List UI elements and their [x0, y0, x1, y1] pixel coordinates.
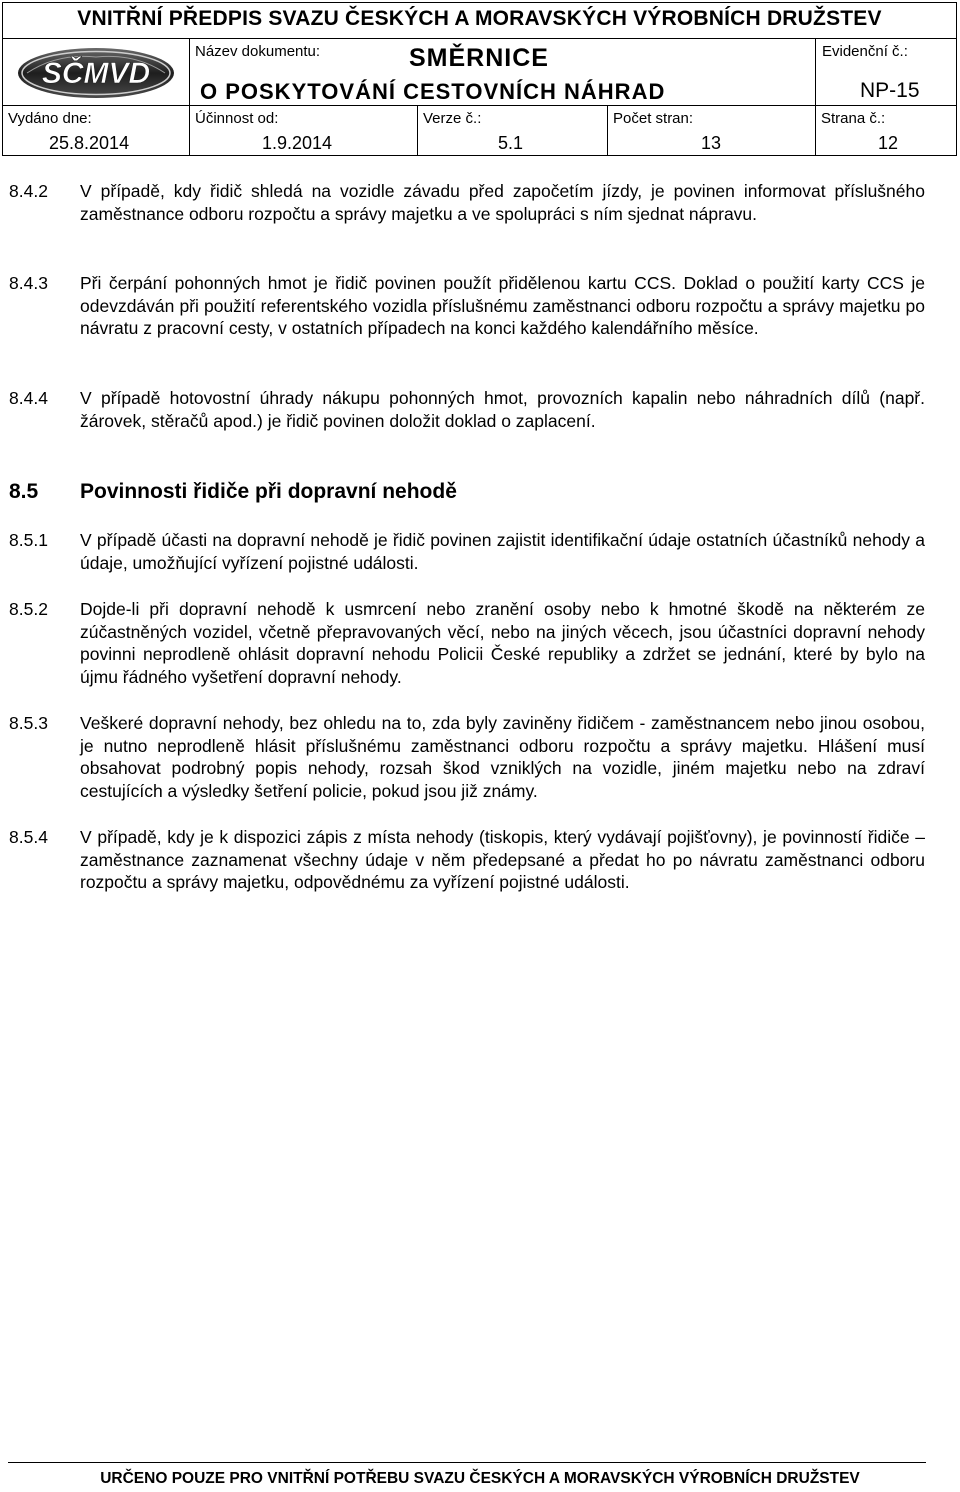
effective-value: 1.9.2014 — [262, 133, 333, 153]
paragraph-number: 8.4.2 — [9, 181, 48, 201]
paragraph-8-5-3 — [9, 712, 925, 802]
scmvd-logo — [17, 47, 175, 99]
page-number-value: 12 — [878, 133, 899, 153]
paragraph-8-5-1 — [9, 529, 925, 574]
evidence-cell — [816, 39, 958, 105]
paragraph-text: Při čerpání pohonných hmot je řidič povinen použít přidělenou kartu CCS. Doklad o použití karty CCS je odevzdáván při použití referentského vozidla příslušnému zaměstnanci odboru rozpočtu a správy majetku po návratu z pracovní cesty, v ostatních případech na konci každého kalendářního měsíce. — [80, 273, 925, 338]
document-name-cell — [190, 39, 816, 105]
section-title: Povinnosti řidiče při dopravní nehodě — [80, 480, 457, 503]
pages-value: 13 — [701, 133, 722, 153]
paragraph-text: V případě hotovostní úhrady nákupu pohonných hmot, provozních kapalin nebo náhradních dílů (např. žárovek, stěračů apod.) je řidič povinen doložit doklad o zaplacení. — [80, 388, 925, 431]
evidence-label: Evidenční č.: — [822, 43, 908, 60]
paragraph-number: 8.5.2 — [9, 599, 48, 619]
paragraph-number: 8.5.4 — [9, 827, 48, 847]
document-name-label: Název dokumentu: — [195, 43, 321, 60]
paragraph-8-4-2 — [9, 180, 925, 225]
paragraph-text: Veškeré dopravní nehody, bez ohledu na to, zda byly zaviněny řidičem - zaměstnancem nebo jinou osobou, je nutno neprodleně hlásit příslušnému zaměstnanci odboru rozpočtu a správy majetku. Hlášení musí obsahovat podrobný popis nehody, rozsah škod vzniklých na vozidle, jiném majetku nebo na zdraví cestujících a výsledky šetření policie, pokud jsou již známy. — [80, 713, 925, 801]
version-label: Verze č.: — [423, 110, 482, 127]
footer-divider — [8, 1462, 926, 1463]
version-value: 5.1 — [498, 133, 524, 153]
version-cell — [418, 106, 608, 156]
document-header — [2, 2, 957, 156]
header-meta-row — [3, 105, 956, 155]
issued-label: Vydáno dne: — [8, 110, 92, 127]
paragraph-text: Dojde-li při dopravní nehodě k usmrcení nebo zranění osoby nebo k hmotné škodě na některém ze zúčastněných vozidel, včetně přepravovaných věcí, nebo na jiných věcech, jsou účastníci dopravní nehody povinni neprodleně ohlásit dopravní nehodu Policii České republiky a zdržet se jednání, které by bylo na újmu řádného vyšetření dopravní nehody. — [80, 599, 925, 687]
paragraph-8-4-3 — [9, 272, 925, 340]
page-number-label: Strana č.: — [821, 110, 886, 127]
effective-cell — [190, 106, 418, 156]
logo-cell — [3, 39, 190, 105]
pages-cell — [608, 106, 816, 156]
header-title-row — [3, 3, 956, 39]
paragraph-8-5-2 — [9, 598, 925, 688]
organization-title: VNITŘNÍ PŘEDPIS SVAZU ČESKÝCH A MORAVSKÝCH VÝROBNÍCH DRUŽSTEV — [77, 7, 882, 30]
paragraph-8-5-4 — [9, 826, 925, 894]
logo-text: SČMVD — [41, 57, 151, 90]
paragraph-8-4-4 — [9, 387, 925, 432]
evidence-value: NP-15 — [860, 79, 920, 102]
document-title-line1: SMĚRNICE — [409, 44, 549, 72]
paragraph-text: V případě účasti na dopravní nehodě je řidič povinen zajistit identifikační údaje ostatních účastníků nehody a údaje, umožňující vyřízení pojistné události. — [80, 530, 925, 573]
paragraph-text: V případě, kdy řidič shledá na vozidle závadu před započetím jízdy, je povinen informovat příslušného zaměstnance odboru rozpočtu a správy majetku a ve spolupráci s ním sjednat nápravu. — [80, 181, 925, 224]
pages-label: Počet stran: — [613, 110, 694, 127]
paragraph-number: 8.4.4 — [9, 388, 48, 408]
document-title-line2: O POSKYTOVÁNÍ CESTOVNÍCH NÁHRAD — [200, 79, 666, 104]
paragraph-text: V případě, kdy je k dispozici zápis z místa nehody (tiskopis, který vydávají pojišťovny), je povinností řidiče – zaměstnance zaznamenat všechny údaje v něm předepsané a předat ho po návratu zaměstnanci odboru rozpočtu a správy majetku, odpovědnému za vyřízení pojistné události. — [80, 827, 925, 892]
paragraph-number: 8.4.3 — [9, 273, 48, 293]
page-number-cell — [816, 106, 958, 156]
paragraph-number: 8.5.1 — [9, 530, 48, 550]
issued-value: 25.8.2014 — [49, 133, 130, 153]
issued-cell — [3, 106, 190, 156]
paragraph-number: 8.5.3 — [9, 713, 48, 733]
section-number: 8.5 — [9, 480, 39, 503]
footer-notice: URČENO POUZE PRO VNITŘNÍ POTŘEBU SVAZU ČESKÝCH A MORAVSKÝCH VÝROBNÍCH DRUŽSTEV — [100, 1470, 860, 1487]
effective-label: Účinnost od: — [195, 110, 279, 127]
